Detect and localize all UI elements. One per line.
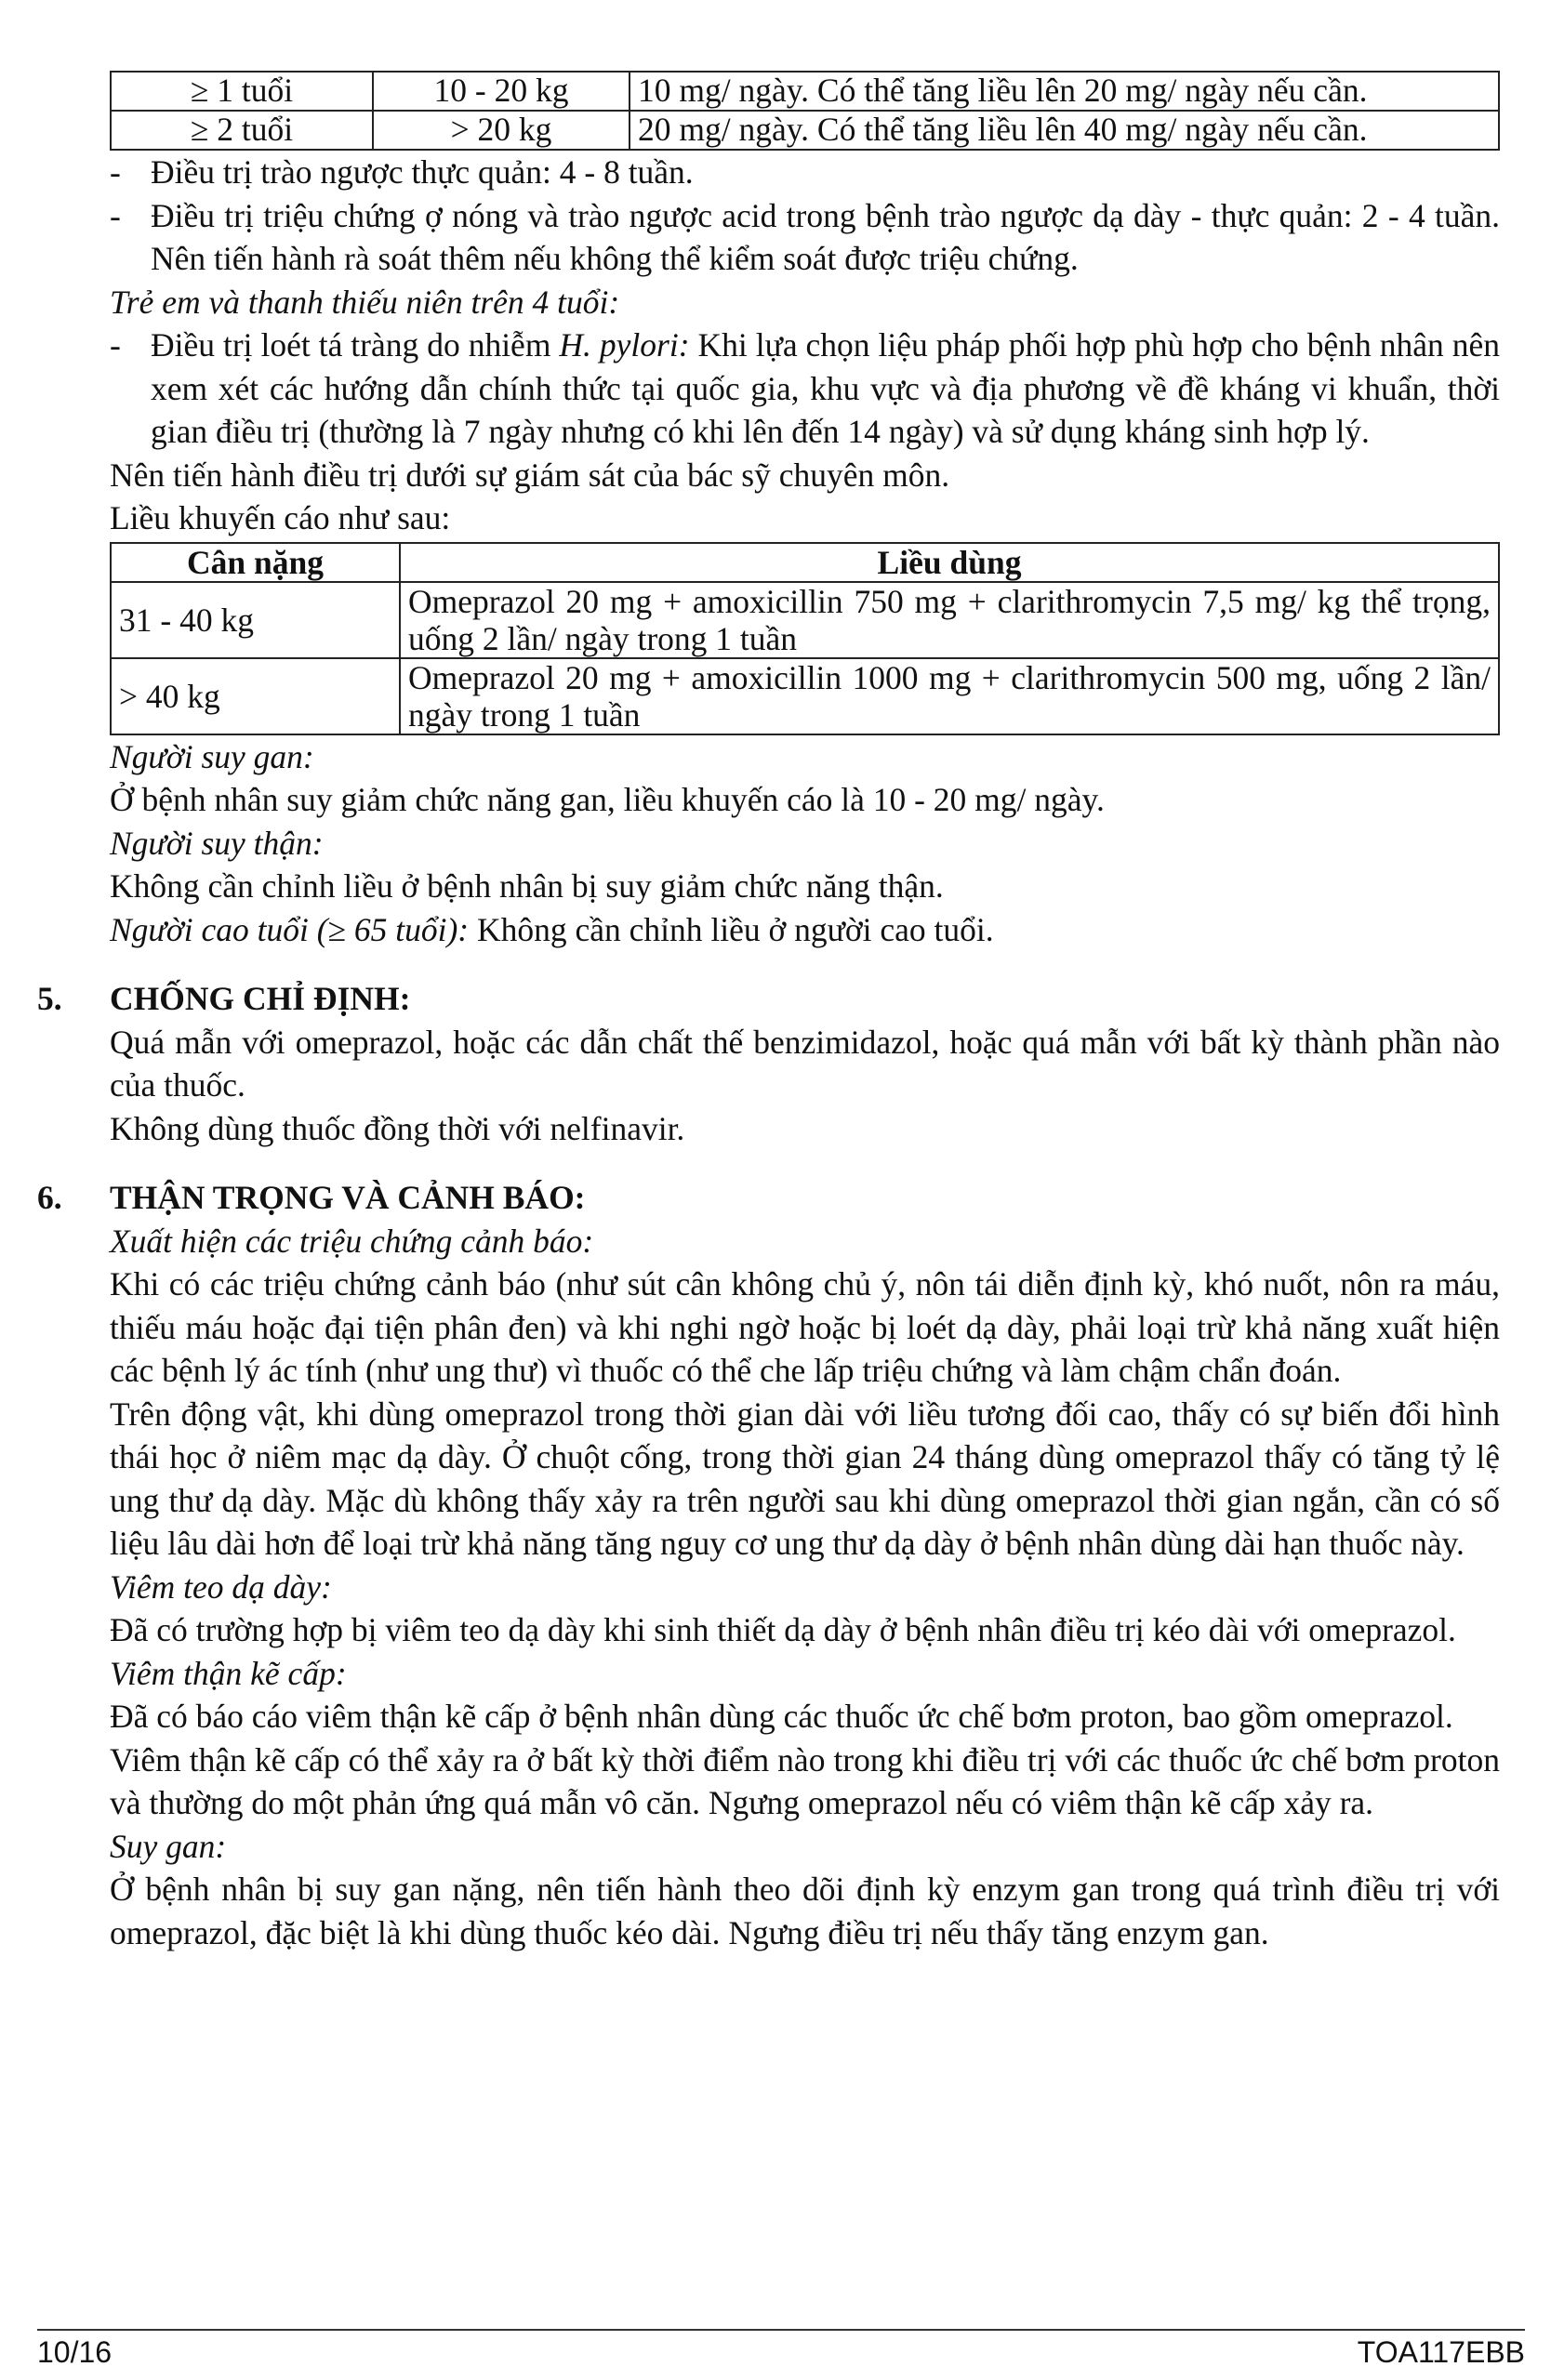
liver-text: Ở bệnh nhân suy giảm chức năng gan, liều khuyến cáo là 10 - 20 mg/ ngày. [110,781,1105,818]
section-number: 5. [37,980,62,1017]
section-number: 6. [37,1179,62,1216]
list-item-text: Điều trị triệu chứng ợ nóng và trào ngược acid trong bệnh trào ngược dạ dày - thực quản: 2 - 4 tuần. Nên tiến hành rà soát thêm nếu không thể kiểm soát được triệu chứng. [151,196,1500,277]
list-item-text: Điều trị trào ngược thực quản: 4 - 8 tuần. [151,153,694,191]
hpylori-rest: Khi lựa chọn liệu pháp phối hợp phù hợp cho bệnh nhân nên xem xét các hướng dẫn chính thức tại quốc gia, khu vực và địa phương về đề kháng vi khuẩn, thời gian điều trị (thường là 7 ngày nhưng có khi lên đến 14 ngày) và sử dụng kháng sinh hợp lý. [151,326,1500,450]
paragraph: Đã có báo cáo viêm thận kẽ cấp ở bệnh nhân dùng các thuốc ức chế bơm proton, bao gồm omeprazol. [110,1698,1453,1735]
paragraph: Đã có trường hợp bị viêm teo dạ dày khi sinh thiết dạ dày ở bệnh nhân điều trị kéo dài với omeprazol. [110,1611,1456,1648]
table-cell: 10 mg/ ngày. Có thể tăng liều lên 20 mg/ ngày nếu cần. [630,72,1499,111]
pediatric-dose-table [110,71,1500,151]
recommended-label: Liều khuyến cáo như sau: [110,499,451,536]
paragraph: Không dùng thuốc đồng thời với nelfinavir. [110,1109,685,1147]
list-item: - Điều trị triệu chứng ợ nóng và trào ngược acid trong bệnh trào ngược dạ dày - thực quản: 2 - 4 tuần. Nên tiến hành rà soát thêm nếu không thể kiểm soát được triệu chứng. [110,196,1500,277]
table-cell: 31 - 40 kg [111,582,400,658]
table-cell: ≥ 2 tuổi [111,111,373,150]
elderly-line [110,908,1500,952]
table-header: Cân nặng [111,543,400,582]
paragraph: Ở bệnh nhân bị suy gan nặng, nên tiến hành theo dõi định kỳ enzym gan trong quá trình điều trị với omeprazol, đặc biệt là khi dùng thuốc kéo dài. Ngưng điều trị nếu thấy tăng enzym gan. [110,1871,1500,1951]
table-cell: > 20 kg [373,111,630,150]
warning-heading: Xuất hiện các triệu chứng cảnh báo: [110,1222,594,1260]
hpylori-dose-table [110,542,1500,735]
page-number: 10/16 [37,2335,113,2369]
section-6-heading [37,1176,1500,1220]
subheading-children: Trẻ em và thanh thiếu niên trên 4 tuổi: [110,283,620,321]
document-code: TOA117EBB [1357,2335,1525,2369]
table-cell: Omeprazol 20 mg + amoxicillin 750 mg + clarithromycin 7,5 mg/ kg thể trọng, uống 2 lần/ ngày trong 1 tuần [400,582,1499,658]
table-row [111,72,1499,111]
supervision-text: Nên tiến hành điều trị dưới sự giám sát của bác sỹ chuyên môn. [110,456,950,494]
table-cell: 20 mg/ ngày. Có thể tăng liều lên 40 mg/ ngày nếu cần. [630,111,1499,150]
hpylori-prefix: Điều trị loét tá tràng do nhiễm [151,326,560,364]
table-header-row [111,543,1499,582]
paragraph: Trên động vật, khi dùng omeprazol trong thời gian dài với liều tương đối cao, thấy có sự biến đổi hình thái học ở niêm mạc dạ dày. Ở chuột cống, trong thời gian 24 tháng dùng omeprazol thấy có tăng tỷ lệ ung thư dạ dày. Mặc dù không thấy xảy ra trên người sau khi dùng omeprazol thời gian ngắn, cần có số liệu lâu dài hơn để loại trừ khả năng tăng nguy cơ ung thư dạ dày ở bệnh nhân dùng dài hạn thuốc này. [110,1395,1500,1562]
section-title: CHỐNG CHỈ ĐỊNH: [110,980,411,1017]
list-item-hpylori: - Điều trị loét tá tràng do nhiễm H. pylori: Khi lựa chọn liệu pháp phối hợp phù hợp cho bệnh nhân nên xem xét các hướng dẫn chính thức tại quốc gia, khu vực và địa phương về đề kháng vi khuẩn, thời gian điều trị (thường là 7 ngày nhưng có khi lên đến 14 ngày) và sử dụng kháng sinh hợp lý. [110,326,1500,450]
kidney-text: Không cần chỉnh liều ở bệnh nhân bị suy giảm chức năng thận. [110,867,944,905]
table-row [111,582,1499,658]
elderly-heading: Người cao tuổi (≥ 65 tuổi): [110,910,470,948]
section-5-heading [37,977,1500,1021]
table-cell: ≥ 1 tuổi [111,72,373,111]
page-content [37,71,1500,1954]
table-cell: 10 - 20 kg [373,72,630,111]
table-cell: Omeprazol 20 mg + amoxicillin 1000 mg + clarithromycin 500 mg, uống 2 lần/ ngày trong 1 tuần [400,658,1499,734]
liver-failure-heading: Suy gan: [110,1827,227,1865]
paragraph: Viêm thận kẽ cấp có thể xảy ra ở bất kỳ thời điểm nào trong khi điều trị với các thuốc ức chế bơm proton và thường do một phản ứng quá mẫn vô căn. Ngưng omeprazol nếu có viêm thận kẽ cấp xảy ra. [110,1740,1500,1821]
atrophic-heading: Viêm teo dạ dày: [110,1567,332,1606]
table-cell: > 40 kg [111,658,400,734]
table-row [111,658,1499,734]
kidney-heading: Người suy thận: [110,824,324,862]
paragraph: Khi có các triệu chứng cảnh báo (như sút cân không chủ ý, nôn tái diễn định kỳ, khó nuốt, nôn ra máu, thiếu máu hoặc đại tiện phân đen) và khi nghi ngờ hoặc bị loét dạ dày, phải loại trừ khả năng xuất hiện các bệnh lý ác tính (như ung thư) vì thuốc có thể che lấp triệu chứng và làm chậm chẩn đoán. [110,1265,1500,1389]
list-item: - Điều trị trào ngược thực quản: 4 - 8 tuần. [110,153,694,191]
section-title: THẬN TRỌNG VÀ CẢNH BÁO: [110,1179,586,1216]
liver-heading: Người suy gan: [110,737,314,775]
table-row [111,111,1499,150]
nephritis-heading: Viêm thận kẽ cấp: [110,1654,347,1692]
footer-divider [37,2329,1525,2331]
table-header: Liều dùng [400,543,1499,582]
elderly-text: Không cần chỉnh liều ở người cao tuổi. [469,910,994,948]
hpylori-italic: H. pylori: [559,326,690,364]
paragraph: Quá mẫn với omeprazol, hoặc các dẫn chất thế benzimidazol, hoặc quá mẫn với bất kỳ thành phần nào của thuốc. [110,1023,1500,1104]
